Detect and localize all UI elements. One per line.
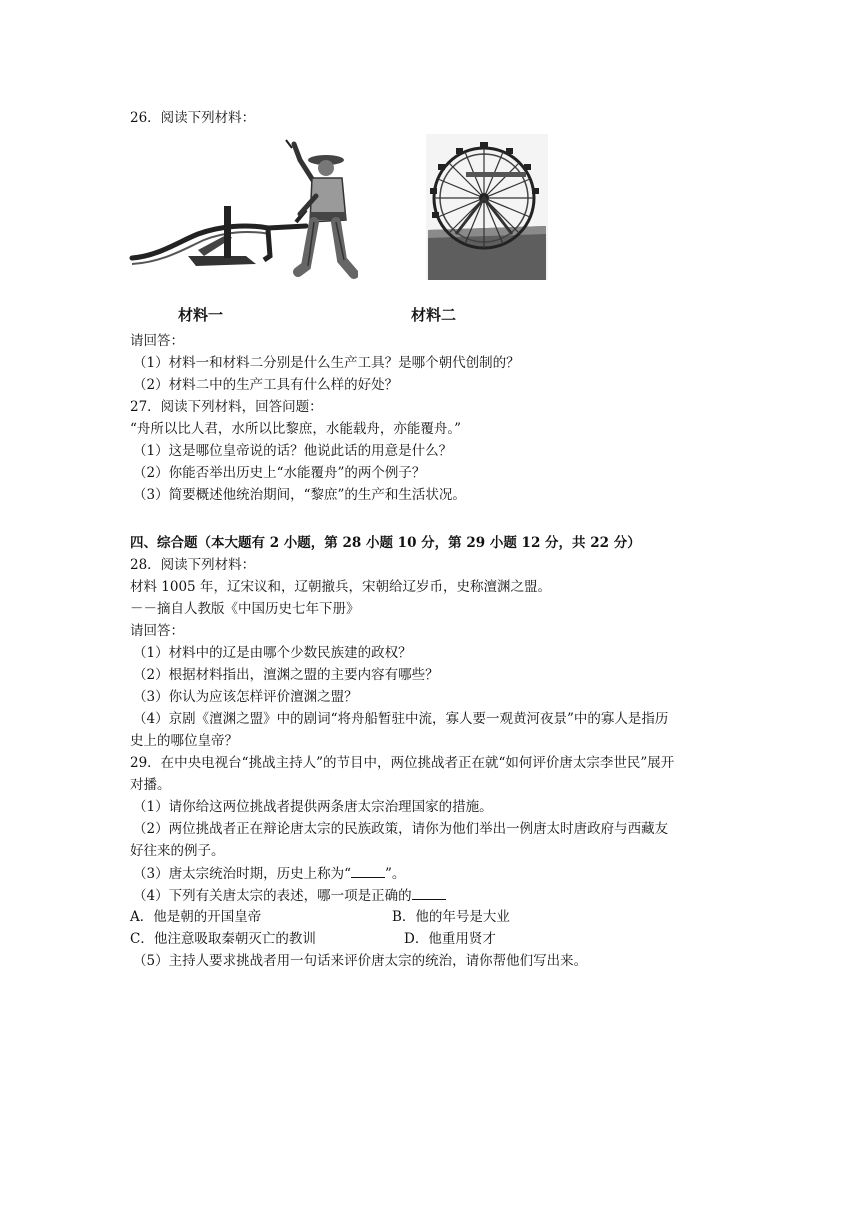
q29-sub3	[133, 864, 405, 883]
answer-blank[interactable]	[351, 864, 385, 878]
q27-sub2: （2）你能否举出历史上“水能覆舟”的两个例子？	[133, 465, 426, 481]
caption-material-2: 材料二	[411, 306, 457, 324]
q27-sub3: （3）简要概述他统治期间，“黎庶”的生产和生活状况。	[133, 487, 466, 503]
q27-quote: “舟所以比人君，水所以比黎庶，水能载舟，亦能覆舟。”	[130, 421, 462, 437]
q28-sub3: （3）你认为应该怎样评价澶渊之盟？	[133, 689, 358, 705]
q27-stem: 27．阅读下列材料，回答问题：	[130, 399, 323, 415]
q28-stem: 28．阅读下列材料：	[130, 557, 256, 573]
q29-sub3-text: （3）唐太宗统治时期，历史上称为“	[133, 866, 351, 882]
q29-sub4-text: （4）下列有关唐太宗的表述，哪一项是正确的	[133, 888, 412, 904]
q28-sub4-line2: 史上的哪位皇帝？	[130, 733, 238, 749]
q29-sub3-text-end: ”。	[385, 866, 406, 882]
q29-stem-line2: 对播。	[130, 777, 171, 793]
q29-option-c: C．他注意吸取秦朝灭亡的教训	[130, 931, 316, 947]
plow-illustration	[128, 138, 358, 284]
q29-sub2-line1: （2）两位挑战者正在辩论唐太宗的民族政策，请你为他们举出一例唐太时唐政府与西藏友	[133, 821, 669, 837]
q29-option-d: D．他重用贤才	[404, 931, 496, 947]
q29-sub1: （1）请你给这两位挑战者提供两条唐太宗治理国家的措施。	[133, 799, 493, 815]
q29-option-a: A．他是朝的开国皇帝	[130, 909, 262, 925]
q26-sub2: （2）材料二中的生产工具有什么样的好处？	[133, 377, 399, 393]
q29-stem-line1: 29．在中央电视台“挑战主持人”的节目中，两位挑战者正在就“如何评价唐太宗李世民”展开	[130, 755, 675, 771]
q26-ask: 请回答：	[130, 333, 184, 349]
q26-stem: 26．阅读下列材料：	[130, 110, 256, 126]
q28-sub4-line1: （4）京剧《澶渊之盟》中的剧词“将舟船暂驻中流，寡人要一观黄河夜景”中的寡人是指历	[133, 711, 669, 727]
section-4-title: 四、综合题（本大题有 2 小题，第 28 小题 10 分，第 29 小题 12 分，共 22 分）	[130, 535, 641, 551]
q29-option-b: B．他的年号是大业	[392, 909, 510, 925]
q29-sub2-line2: 好往来的例子。	[130, 843, 225, 859]
caption-material-1: 材料一	[178, 306, 224, 324]
q26-sub1: （1）材料一和材料二分别是什么生产工具？是哪个朝代创制的？	[133, 355, 520, 371]
q28-material: 材料 1005 年，辽宋议和，辽朝撤兵，宋朝给辽岁币，史称澶渊之盟。	[130, 579, 551, 595]
q27-sub1: （1）这是哪位皇帝说的话？他说此话的用意是什么？	[133, 443, 453, 459]
q29-sub5: （5）主持人要求挑战者用一句话来评价唐太宗的统治，请你帮他们写出来。	[133, 953, 588, 969]
water-wheel-photo	[426, 134, 548, 280]
answer-blank[interactable]	[412, 886, 446, 900]
q28-source: －－摘自人教版《中国历史七年下册》	[130, 601, 360, 617]
q29-sub4	[133, 886, 446, 905]
q28-ask: 请回答：	[130, 623, 184, 639]
q28-sub1: （1）材料中的辽是由哪个少数民族建的政权？	[133, 645, 412, 661]
q28-sub2: （2）根据材料指出，澶渊之盟的主要内容有哪些？	[133, 667, 439, 683]
